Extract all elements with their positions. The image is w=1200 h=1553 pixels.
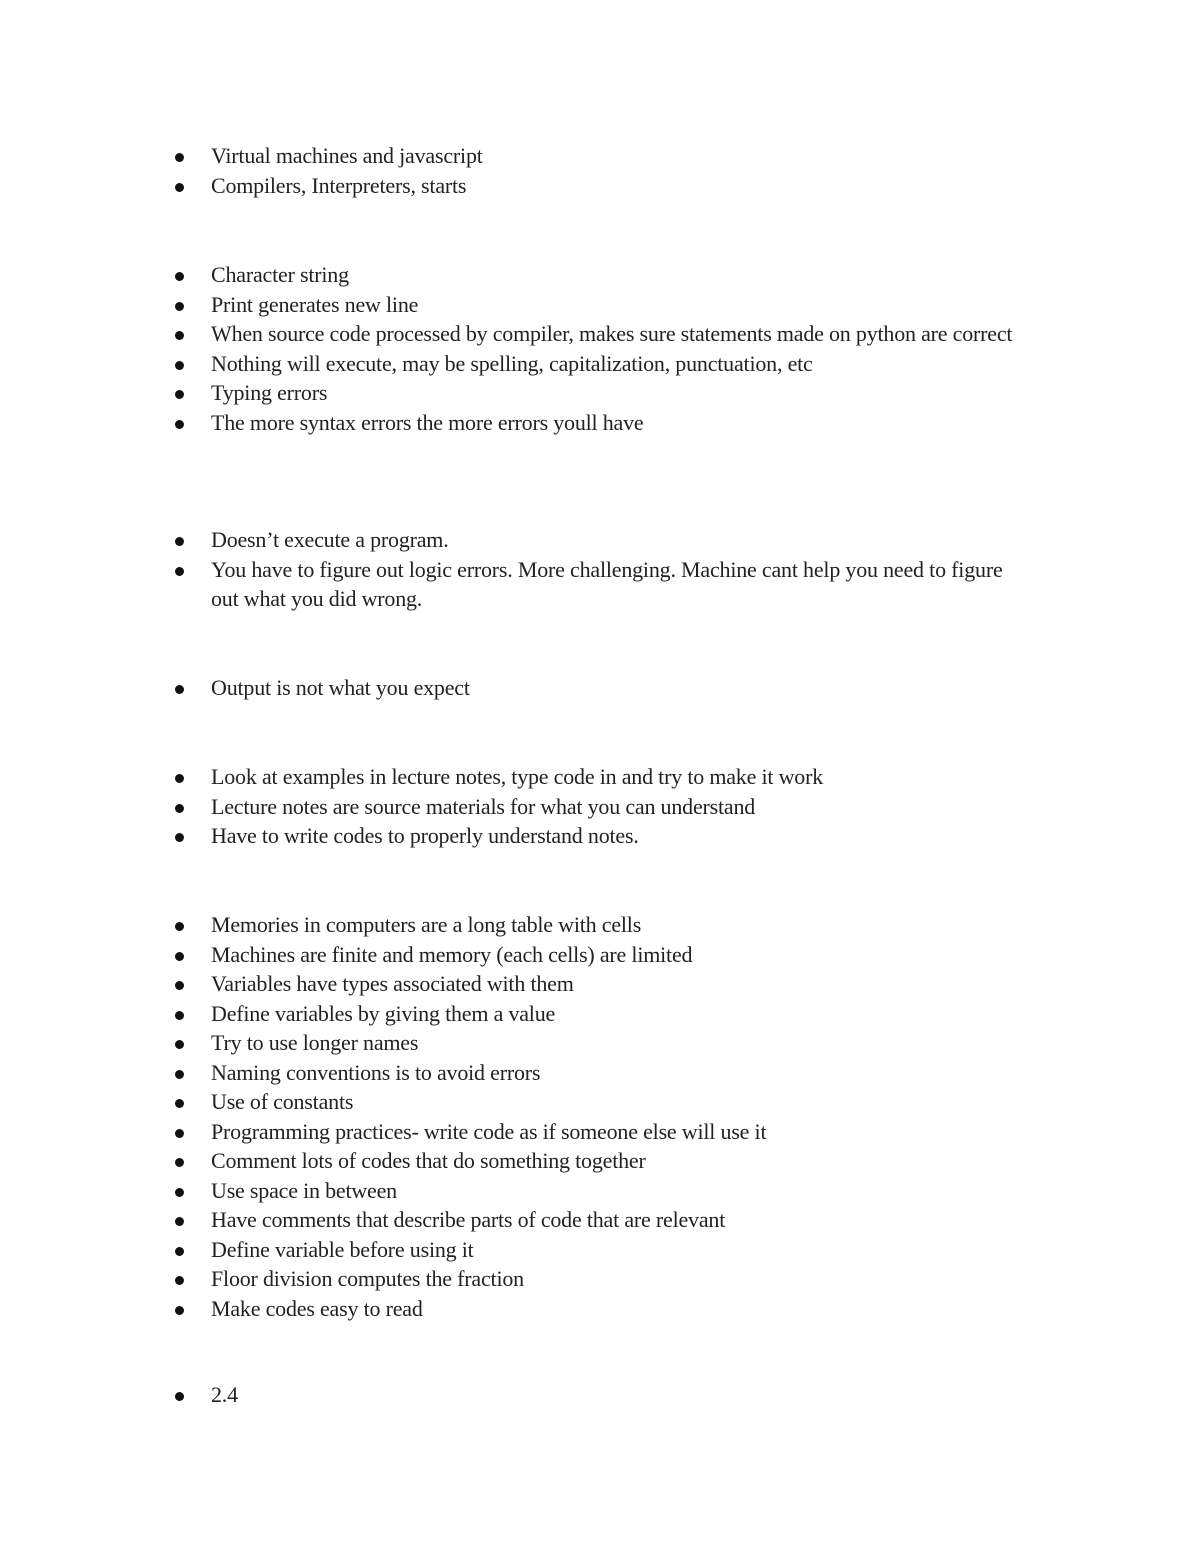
bullet-icon (175, 302, 184, 311)
list-item-text: Output is not what you expect (211, 675, 470, 700)
list-item (0, 1058, 1031, 1088)
list-item (0, 940, 1031, 970)
list-item (0, 969, 1031, 999)
bullet-list-group-3 (0, 525, 1200, 614)
list-item (0, 1294, 1031, 1324)
list-item (0, 1117, 1031, 1147)
bullet-icon (175, 420, 184, 429)
bullet-icon (175, 1247, 184, 1256)
list-item (0, 408, 1031, 438)
list-item (0, 762, 1031, 792)
bullet-icon (175, 153, 184, 162)
list-item (0, 290, 1031, 320)
bullet-icon (175, 567, 184, 576)
bullet-list-group-7 (0, 1380, 1200, 1410)
list-item-text: Have comments that describe parts of code that are relevant (211, 1207, 726, 1232)
bullet-icon (175, 537, 184, 546)
bullet-icon (175, 361, 184, 370)
list-item (0, 792, 1031, 822)
bullet-list-group-1 (0, 141, 1200, 200)
bullet-icon (175, 952, 184, 961)
list-item (0, 555, 1031, 614)
bullet-list-group-2 (0, 260, 1200, 437)
bullet-icon (175, 1276, 184, 1285)
list-item-text: Use of constants (211, 1089, 354, 1114)
list-item-text: Print generates new line (211, 291, 419, 317)
list-item (0, 999, 1031, 1029)
bullet-icon (175, 1217, 184, 1226)
bullet-list-group-4 (0, 673, 1200, 703)
list-item (0, 1380, 1031, 1410)
list-item (0, 1264, 1031, 1294)
list-item (0, 1176, 1031, 1206)
list-item (0, 1235, 1031, 1265)
bullet-icon (175, 1099, 184, 1108)
list-item (0, 525, 1031, 555)
bullet-icon (175, 183, 184, 192)
list-item (0, 1205, 1031, 1235)
list-item-text: Have to write codes to properly understand notes. (211, 823, 639, 848)
list-item-text: 2.4 (211, 1382, 238, 1407)
list-item (0, 171, 1031, 201)
bullet-icon (175, 1011, 184, 1020)
list-item-text: Use space in between (211, 1177, 397, 1203)
list-item-text: The more syntax errors the more errors youll have (211, 409, 644, 435)
list-item (0, 349, 1031, 379)
bullet-icon (175, 833, 184, 842)
list-item (0, 260, 1031, 290)
bullet-icon (175, 922, 184, 931)
bullet-icon (175, 1070, 184, 1079)
list-item (0, 673, 1031, 703)
list-item-text: Character string (211, 262, 349, 287)
bullet-icon (175, 1158, 184, 1167)
bullet-icon (175, 981, 184, 990)
bullet-icon (175, 331, 184, 340)
bullet-list-group-6 (0, 910, 1200, 1323)
list-item (0, 1087, 1031, 1117)
list-item (0, 141, 1031, 171)
bullet-icon (175, 390, 184, 399)
list-item-text: When source code processed by compiler, makes sure statements made on python are correct (211, 321, 1013, 346)
list-item-text: Memories in computers are a long table with cells (211, 912, 642, 937)
list-item-text: Typing errors (211, 380, 328, 405)
list-item (0, 319, 1031, 349)
list-item-text: Floor division computes the fraction (211, 1266, 524, 1291)
list-item-text: Try to use longer names (211, 1030, 419, 1055)
list-item-text: Variables have types associated with them (211, 971, 574, 996)
list-item-text: Nothing will execute, may be spelling, capitalization, punctuation, etc (211, 350, 813, 376)
list-item-text: Programming practices- write code as if someone else will use it (211, 1118, 767, 1144)
list-item (0, 910, 1031, 940)
list-item-text: Lecture notes are source materials for what you can understand (211, 793, 756, 819)
list-item (0, 1028, 1031, 1058)
list-item-text: Make codes easy to read (211, 1295, 423, 1321)
bullet-icon (175, 1306, 184, 1315)
list-item-text: Comment lots of codes that do something together (211, 1148, 646, 1173)
bullet-icon (175, 1040, 184, 1049)
bullet-icon (175, 1188, 184, 1197)
bullet-icon (175, 1392, 184, 1401)
list-item (0, 1146, 1031, 1176)
list-item-text: Define variables by giving them a value (211, 1000, 556, 1026)
list-item (0, 378, 1031, 408)
list-item-text: Look at examples in lecture notes, type code in and try to make it work (211, 764, 824, 789)
list-item-text: Machines are finite and memory (each cells) are limited (211, 941, 693, 967)
list-item-text: Virtual machines and javascript (211, 143, 483, 168)
list-item (0, 821, 1031, 851)
list-item-text: Doesn’t execute a program. (211, 527, 449, 552)
bullet-icon (175, 774, 184, 783)
list-item-text: Define variable before using it (211, 1236, 474, 1262)
bullet-icon (175, 685, 184, 694)
list-item-text: You have to figure out logic errors. More challenging. Machine cant help you need to figure out what you did wrong. (211, 556, 1003, 611)
bullet-list-group-5 (0, 762, 1200, 851)
list-item-text: Naming conventions is to avoid errors (211, 1059, 541, 1085)
bullet-icon (175, 272, 184, 281)
bullet-icon (175, 804, 184, 813)
list-item-text: Compilers, Interpreters, starts (211, 172, 467, 198)
bullet-icon (175, 1129, 184, 1138)
